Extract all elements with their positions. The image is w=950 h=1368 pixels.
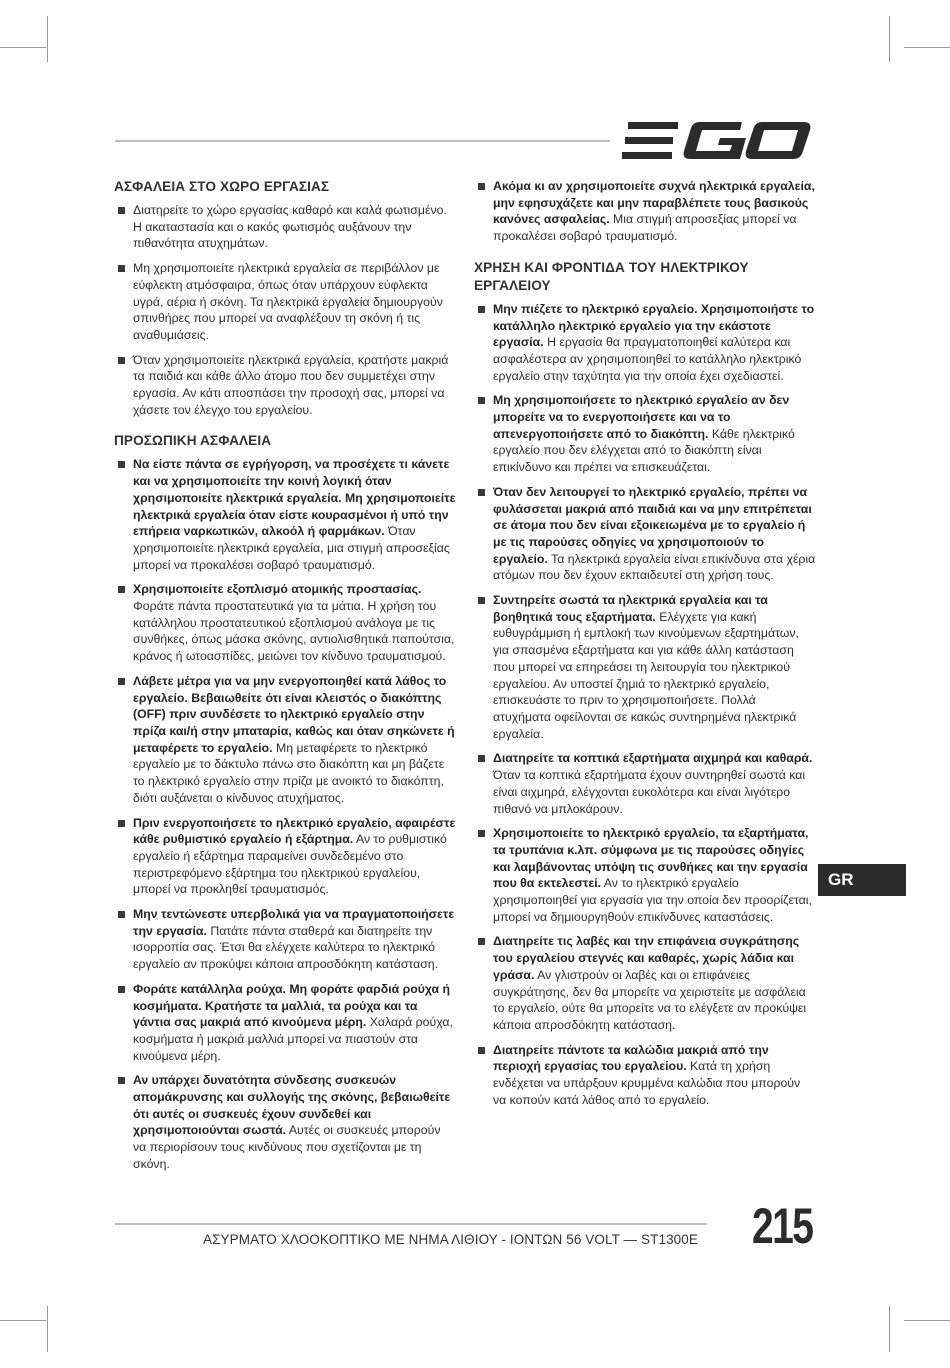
item-bold: Αν υπάρχει δυνατότητα σύνδεσης συσκευών απομάκρυνσης και συλλογής της σκόνης, βεβαιωθείτε ότι αυτές οι συσκευές έχουν συνδεθεί και χρησιμοποιούνται σωστά. xyxy=(133,1073,451,1138)
item-text: Αν το ρυθμιστικό εργαλείο ή εξάρτημα παραμείνει συνδεδεμένο στο περιστρεφόμενο εξάρτημα του ηλεκτρικού εργαλείου, μπορεί να προκληθεί τραυματισμός. xyxy=(133,832,447,897)
footer-rule xyxy=(115,1223,707,1225)
item-bold: Όταν δεν λειτουργεί το ηλεκτρικό εργαλείο, πρέπει να φυλάσσεται μακριά από παιδιά και να μην επιτρέπεται σε άτομα που δεν είναι εξοικειωμένα με το εργαλείο ή με τις παρούσες οδηγίες να χρησιμοποιούν το εργαλείο. xyxy=(493,484,812,566)
item-bold: Διατηρείτε πάντοτε τα καλώδια μακριά από την περιοχή εργασίας του εργαλείου. xyxy=(493,1042,769,1074)
list-item xyxy=(114,906,456,973)
item-text: Κάθε ηλεκτρικό εργαλείο που δεν ελέγχεται από το διακόπτη είναι επικίνδυνο και πρέπει να επισκευάζεται. xyxy=(493,426,795,475)
bullet-icon xyxy=(118,207,125,214)
bullet-icon xyxy=(478,830,485,837)
list-item xyxy=(474,1042,816,1109)
bullet-icon xyxy=(478,183,485,190)
bullet-icon xyxy=(118,265,125,272)
ego-logo xyxy=(622,118,812,164)
bullet-icon xyxy=(118,357,125,364)
crop-mark xyxy=(0,47,46,48)
bullet-icon xyxy=(118,461,125,468)
crop-mark xyxy=(904,1320,950,1321)
list-item xyxy=(114,815,456,899)
crop-mark xyxy=(47,1306,48,1352)
item-bold: Χρησιμοποιείτε εξοπλισμό ατομικής προστασίας. xyxy=(133,582,422,597)
right-column xyxy=(474,178,816,1122)
bullet-icon xyxy=(478,755,485,762)
item-text: Μη μεταφέρετε το ηλεκτρικό εργαλείο με το δάκτυλο πάνω στο διακόπτη και μη βάζετε το ηλεκτρικό εργαλείο στην πρίζα με ανοικτό το διακόπτη, διότι αυξάνεται ο κίνδυνος ατυχήματος. xyxy=(133,740,445,805)
list-item xyxy=(114,260,456,344)
page-number: 215 xyxy=(752,1198,813,1254)
item-text: Διατηρείτε το χώρο εργασίας καθαρό και καλά φωτισμένο. Η ακαταστασία και ο κακός φωτισμός αυξάνουν την πιθανότητα ατυχημάτων. xyxy=(133,203,447,251)
item-bold: Να είστε πάντα σε εγρήγορση, να προσέχετε τι κάνετε και να χρησιμοποιείτε την κοινή λογική όταν χρησιμοποιείτε ηλεκτρικά εργαλεία. Μη χρησιμοποιείτε ηλεκτρικά εργαλεία όταν είστε κουρασμένοι ή υπό την επήρεια ναρκωτικών, αλκοόλ ή φαρμάκων. xyxy=(133,457,456,539)
item-text: Μη χρησιμοποιείτε ηλεκτρικά εργαλεία σε περιβάλλον με εύφλεκτη ατμόσφαιρα, όπως όταν υπάρχουν εύφλεκτα υγρά, αέρια ή σκόνη. Τα ηλεκτρικά εργαλεία δημιουργούν σπινθήρες που μπορεί να αναφλέξουν τη σκόνη ή τις αναθυμιάσεις. xyxy=(133,261,443,342)
item-bold: Πριν ενεργοποιήσετε το ηλεκτρικό εργαλείο, αφαιρέστε κάθε ρυθμιστικό εργαλείο ή εξάρτημα. xyxy=(133,815,456,847)
item-bold: Μην τεντώνεστε υπερβολικά για να πραγματοποιήσετε την εργασία. xyxy=(133,907,455,938)
section-heading: ΠΡΟΣΩΠΙΚΗ ΑΣΦΑΛΕΙΑ xyxy=(114,433,272,449)
item-text: Χαλαρά ρούχα, κοσμήματα ή μακριά μαλλιά μπορεί να πιαστούν στα κινούμενα μέρη. xyxy=(133,1015,453,1063)
list-item xyxy=(474,392,816,476)
crop-mark xyxy=(904,47,950,48)
list-item xyxy=(474,301,816,385)
list-item xyxy=(114,456,456,573)
item-text: Ελέγχετε για κακή ευθυγράμμιση ή εμπλοκή των κινούμενων εξαρτημάτων, για σπασμένα εξαρτήματα και για κάθε άλλη κατάσταση που μπορεί να επηρεάσει τη λειτουργία του ηλεκτρικού εργαλείου. Αν υποστεί ζημιά το ηλεκτρικό εργαλείο, επισκευάστε το πριν το χρησιμοποιήσετε. Πολλά ατυχήματα οφείλονται σε κακώς συντηρημένα ηλεκτρικά εργαλεία. xyxy=(493,609,799,741)
list-item xyxy=(474,825,816,925)
item-bold: Λάβετε μέτρα για να μην ενεργοποιηθεί κατά λάθος το εργαλείο. Βεβαιωθείτε ότι είναι κλειστός ο διακόπτης (OFF) πριν συνδέσετε το ηλεκτρικό εργαλείο στην πρίζα και/ή στην μπαταρία, καθώς και όταν σηκώνετε ή μεταφέρετε το εργαλείο. xyxy=(133,673,455,755)
section-tool-use-care xyxy=(474,259,816,1109)
item-bold: Μη χρησιμοποιήσετε το ηλεκτρικό εργαλείο αν δεν μπορείτε να το ενεργοποιήσετε και να το απενεργοποιήσετε από το διακόπτη. xyxy=(493,393,790,441)
section-continued xyxy=(474,178,816,245)
bullet-icon xyxy=(478,938,485,945)
list-item xyxy=(474,178,816,245)
item-text: Τα ηλεκτρικά εργαλεία είναι επικίνδυνα στα χέρια ατόμων που δεν έχουν εκπαιδευτεί στη χρήση τους. xyxy=(493,551,816,583)
bullet-icon xyxy=(118,1077,125,1084)
item-text: Αυτές οι συσκευές μπορούν να περιορίσουν τους κινδύνους που σχετίζονται με τη σκόνη. xyxy=(133,1123,441,1171)
item-bold: Μην πιέζετε το ηλεκτρικό εργαλείο. Χρησιμοποιήστε το κατάλληλο ηλεκτρικό εργαλείο για την εκάστοτε εργασία. xyxy=(493,301,815,350)
bullet-icon xyxy=(118,986,125,993)
item-bold: Ακόμα κι αν χρησιμοποιείτε συχνά ηλεκτρικά εργαλεία, μην εφησυχάζετε και μην παραβλέπετε τους βασικούς κανόνες ασφαλείας. xyxy=(493,179,815,227)
item-text: Η εργασία θα πραγματοποιηθεί καλύτερα και ασφαλέστερα αν χρησιμοποιηθεί το κατάλληλο ηλεκτρικό εργαλείο στην ταχύτητα για την οποία έχει σχεδιαστεί. xyxy=(493,335,802,383)
crop-mark xyxy=(889,1306,890,1352)
item-text: Μια στιγμή απροσεξίας μπορεί να προκαλέσει σοβαρό τραυματισμό. xyxy=(493,212,797,244)
bullet-icon xyxy=(478,597,485,604)
bullet-icon xyxy=(118,820,125,827)
crop-mark xyxy=(47,16,48,62)
list-item xyxy=(114,981,456,1065)
item-bold: Συντηρείτε σωστά τα ηλεκτρικά εργαλεία και τα βοηθητικά τους εξαρτήματα. xyxy=(493,593,768,624)
bullet-icon xyxy=(118,586,125,593)
section-heading: ΑΣΦΑΛΕΙΑ ΣΤΟ ΧΩΡΟ ΕΡΓΑΣΙΑΣ xyxy=(114,179,330,194)
list-item xyxy=(114,202,456,252)
item-bold: Φοράτε κατάλληλα ρούχα. Μη φοράτε φαρδιά ρούχα ή κοσμήματα. Κρατήστε τα μαλλιά, τα ρούχα και τα γάντια σας μακριά από κινούμενα μέρη. xyxy=(133,981,450,1030)
item-text: Όταν χρησιμοποιείτε ηλεκτρικά εργαλεία, κρατήστε μακριά τα παιδιά και κάθε άλλο άτομο που δεν συμμετέχει στην εργασία. Αν κάτι αποσπάσει την προσοχή σας, μπορεί να χάσετε τον έλεγχο του εργαλείου. xyxy=(133,352,449,417)
bullet-icon xyxy=(478,397,485,404)
list-item xyxy=(114,673,456,807)
item-text: Πατάτε πάντα σταθερά και διατηρείτε την ισορροπία σας. Έτσι θα ελέγχετε καλύτερα το ηλεκτρικό εργαλείο αν προκύψει κάποια απροσδόκητη κατάσταση. xyxy=(133,923,439,972)
item-bold: Διατηρείτε τα κοπτικά εξαρτήματα αιχμηρά και καθαρά. xyxy=(493,751,813,766)
item-bold: Χρησιμοποιείτε το ηλεκτρικό εργαλείο, τα εξαρτήματα, τα τρυπάνια κ.λπ. σύμφωνα με τις παρούσες οδηγίες και λαμβάνοντας υπόψη τις συνθήκες και την εργασία που θα εκτελεστεί. xyxy=(493,826,809,891)
bullet-icon xyxy=(118,678,125,685)
list-item xyxy=(474,484,816,584)
bullet-icon xyxy=(478,1047,485,1054)
item-text: Κατά τη χρήση ενδέχεται να υπάρξουν κρυμμένα καλώδια που μπορούν να κοπούν κατά λάθος από το εργαλείο. xyxy=(493,1059,801,1107)
item-text: Όταν χρησιμοποιείτε ηλεκτρικά εργαλεία, μια στιγμή απροσεξίας μπορεί να προκαλέσει σοβαρό τραυματισμό. xyxy=(133,524,450,572)
section-heading: ΧΡΗΣΗ ΚΑΙ ΦΡΟΝΤΙΔΑ ΤΟΥ ΗΛΕΚΤΡΙΚΟΥ ΕΡΓΑΛΕΙΟΥ xyxy=(474,259,749,293)
item-text: Αν το ηλεκτρικό εργαλείο χρησιμοποιηθεί για εργασία για την οποία δεν προορίζεται, μπορεί να δημιουργηθούν επικίνδυνες καταστάσεις. xyxy=(493,876,812,924)
item-text: Όταν τα κοπτικά εξαρτήματα έχουν συντηρηθεί σωστά και είναι αιχμηρά, ελέγχονται ευκολότερα και είναι λιγότερο πιθανό να μπλοκάρουν. xyxy=(493,768,806,816)
item-text: Αν γλιστρούν οι λαβές και οι επιφάνειες συγκράτησης, δεν θα μπορείτε να χειριστείτε με ασφάλεια το εργαλείο, ούτε θα μπορείτε να το ελέγξετε αν προκύψει κάποια απροσδόκητη κατάσταση. xyxy=(493,967,807,1032)
item-text: Φοράτε πάντα προστατευτικά για τα μάτια. Η χρήση του κατάλληλου προστατευτικού εξοπλισμού ανάλογα με τις συνθήκες, όπως μάσκα σκόνης, αντιολισθητικά παπούτσια, κράνος ή ωτοασπίδες, μειώνει τον κίνδυνο τραυματισμού. xyxy=(133,599,455,664)
list-item xyxy=(474,592,816,742)
left-column xyxy=(114,178,456,1187)
list-item xyxy=(474,750,816,817)
section-workplace-safety xyxy=(114,178,456,418)
crop-mark xyxy=(0,1320,46,1321)
list-item xyxy=(114,1072,456,1172)
footer-title: ΑΣΥΡΜΑΤΟ ΧΛΟΟΚΟΠΤΙΚΟ ΜΕ ΝΗΜΑ ΛΙΘΙΟΥ - ΙΟΝΤΩΝ 56 VOLT — ST1300E xyxy=(203,1232,698,1247)
section-personal-safety xyxy=(114,432,456,1172)
bullet-icon xyxy=(118,911,125,918)
header-rule xyxy=(115,140,610,142)
crop-mark xyxy=(889,16,890,62)
list-item xyxy=(474,933,816,1033)
list-item xyxy=(114,352,456,419)
bullet-icon xyxy=(478,489,485,496)
language-tab: GR xyxy=(818,864,906,896)
item-bold: Διατηρείτε τις λαβές και την επιφάνεια συγκράτησης του εργαλείου στεγνές και καθαρές, χωρίς λάδια και γράσα. xyxy=(493,934,800,982)
list-item xyxy=(114,581,456,665)
bullet-icon xyxy=(478,306,485,313)
